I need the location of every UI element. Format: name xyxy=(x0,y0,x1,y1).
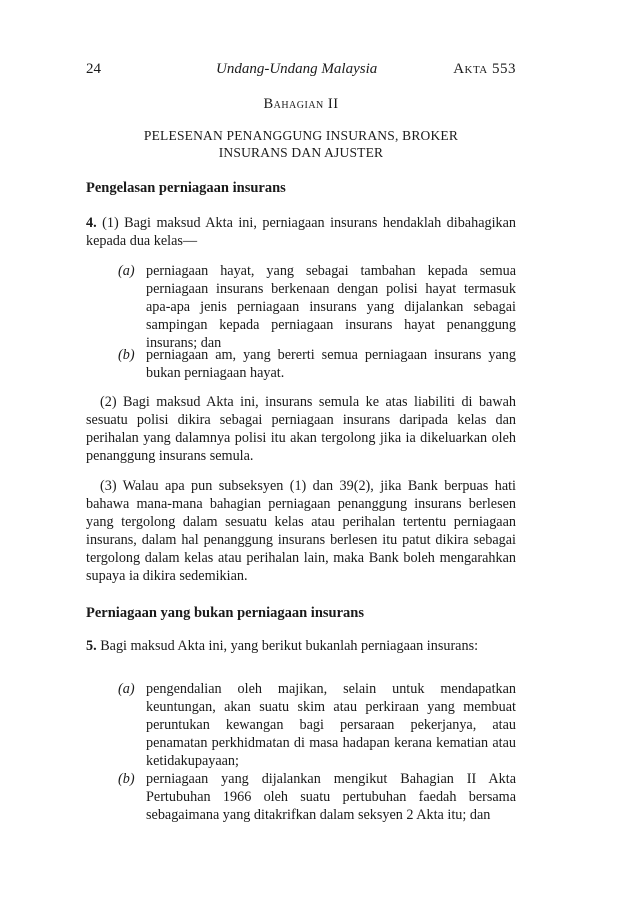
section-4-item-b xyxy=(118,346,516,382)
section-4-intro-text: (1) Bagi maksud Akta ini, perniagaan insurans hendaklah dibahagikan kepada dua kelas— xyxy=(86,215,517,249)
part-title-line-2: INSURANS DAN AJUSTER xyxy=(218,145,384,160)
section-5-item-a xyxy=(118,680,516,770)
section-5-number: 5. xyxy=(86,638,97,654)
section-4-paragraph-2: (2) Bagi maksud Akta ini, insurans semula ke atas liabiliti di bawah sesuatu polisi dikira sebagai perniagaan insurans daripada kelas dan perihalan yang dalamnya polisi itu akan tergolong jika ia dikeluarkan oleh penanggung insurans semula. xyxy=(86,394,516,464)
page-number: 24 xyxy=(86,61,101,77)
section-5-intro xyxy=(86,637,516,655)
item-label: (b) xyxy=(118,347,135,363)
item-label: (b) xyxy=(118,771,135,787)
part-title xyxy=(86,127,516,161)
act-number: Akta 553 xyxy=(453,61,516,77)
item-label: (a) xyxy=(118,263,135,279)
running-header xyxy=(86,60,516,80)
publication-title: Undang-Undang Malaysia xyxy=(216,61,378,77)
item-label: (a) xyxy=(118,681,135,697)
section-4-intro xyxy=(86,214,516,250)
item-text: perniagaan am, yang bererti semua perniagaan insurans yang bukan perniagaan hayat. xyxy=(146,347,516,381)
item-text: perniagaan hayat, yang sebagai tambahan kepada semua perniagaan insurans berkenaan dengan polisi hayat termasuk apa-apa jenis perniagaan insurans yang dijalankan sebagai sampingan kepada perniagaan insurans hayat penanggung insurans; dan xyxy=(146,263,516,351)
section-5-item-b xyxy=(118,770,516,824)
section-4-paragraph-3: (3) Walau apa pun subseksyen (1) dan 39(2), jika Bank berpuas hati bahawa mana-mana bahagian perniagaan penanggung insurans berlesen yang tergolong dalam sesuatu kelas atau perihalan tertentu perniagaan insurans, dalam hal penanggung insurans berlesen itu patut dikira sebagai tergolong dalam kelas atau perihalan lain, maka Bank boleh mengarahkan supaya ia dikira sedemikian. xyxy=(86,478,516,584)
part-label: Bahagian II xyxy=(263,96,339,112)
section-4-number: 4. xyxy=(86,215,97,231)
section-5-heading: Perniagaan yang bukan perniagaan insurans xyxy=(86,605,364,621)
part-title-line-1: PELESENAN PENANGGUNG INSURANS, BROKER xyxy=(143,128,459,143)
section-4-item-a xyxy=(118,262,516,352)
section-4-heading: Pengelasan perniagaan insurans xyxy=(86,180,286,196)
item-text: pengendalian oleh majikan, selain untuk mendapatkan keuntungan, akan suatu skim atau perkiraan yang membuat peruntukan kewangan bagi persaraan pekerjanya, atau penamatan perkhidmatan di masa hadapan kerana kematian atau ketidakupayaan; xyxy=(146,681,516,769)
section-5-intro-text: Bagi maksud Akta ini, yang berikut bukanlah perniagaan insurans: xyxy=(100,638,479,654)
item-text: perniagaan yang dijalankan mengikut Bahagian II Akta Pertubuhan 1966 oleh suatu pertubuhan faedah bersama sebagaimana yang ditakrifkan dalam seksyen 2 Akta itu; dan xyxy=(146,771,516,823)
